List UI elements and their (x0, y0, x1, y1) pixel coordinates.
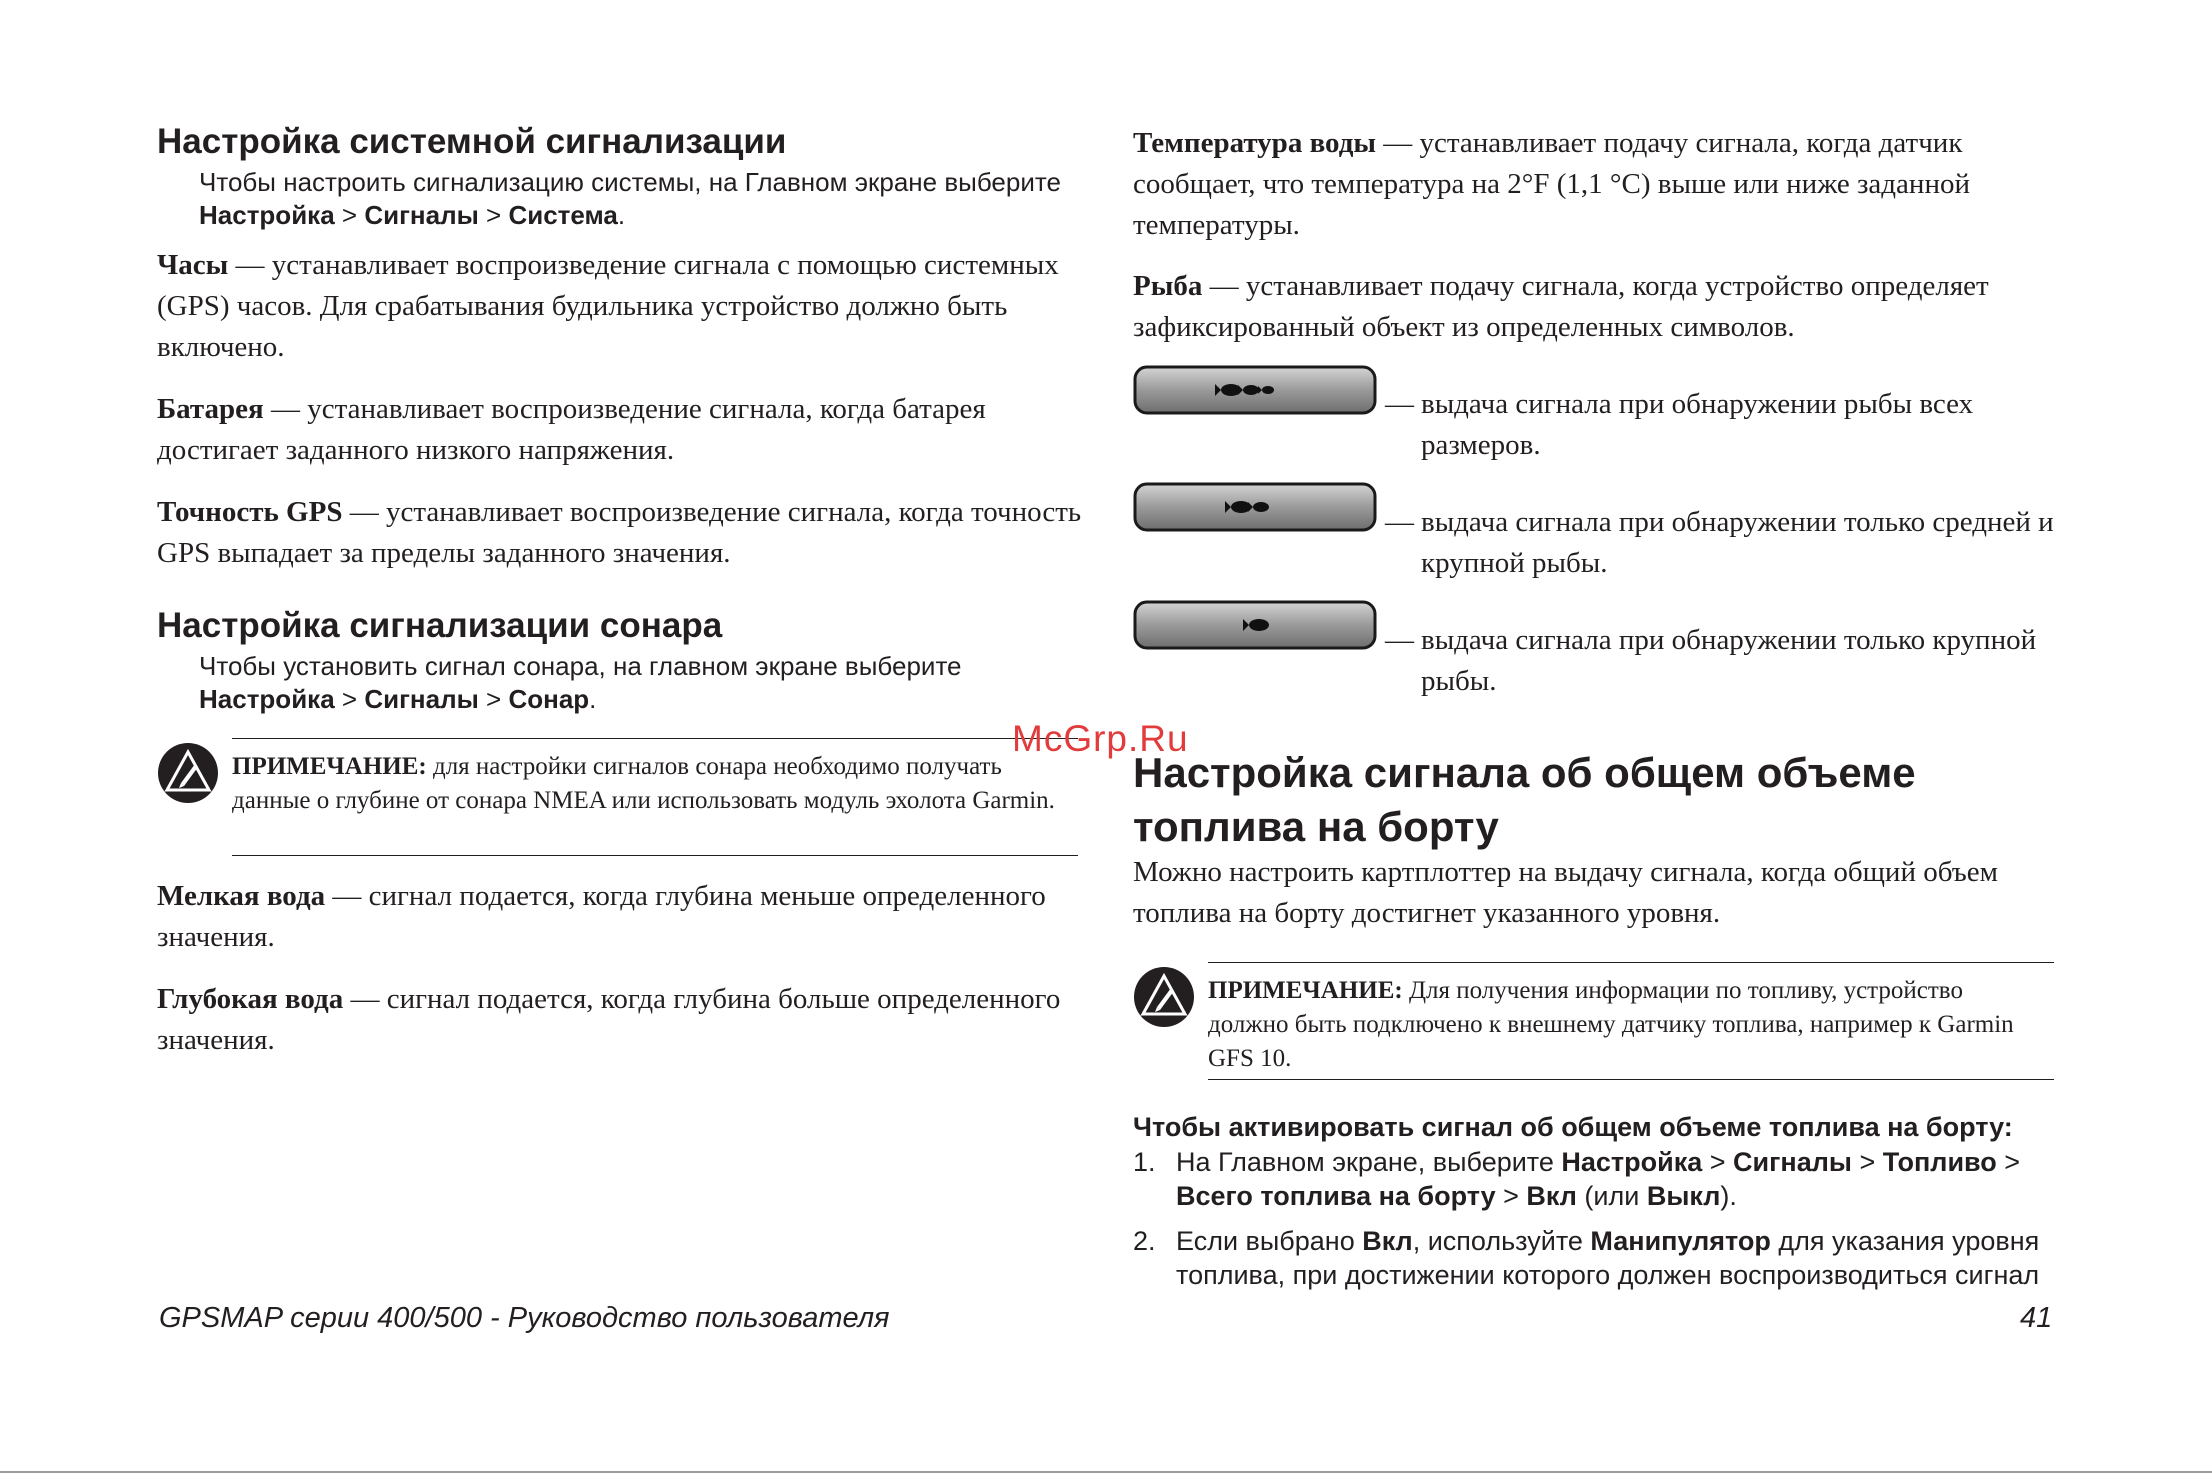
water-temp-text: — устанавливает подачу сигнала, когда датчик сообщает, что температура на 2°F (1,1 °C) выше или ниже заданной температуры. (1133, 127, 1970, 241)
step-text: для указания уровня топлива, при достижении которого должен воспроизводиться сигнал (1176, 1226, 2040, 1290)
clock-text: — устанавливает воспроизведение сигнала с помощью системных (GPS) часов. Для срабатывания будильника устройство должно быть включено. (157, 249, 1059, 363)
shallow-water-description (157, 876, 1077, 958)
path-end: . (617, 200, 626, 230)
menu-path-item: Система (508, 200, 618, 230)
fish-all-sizes-button[interactable] (1133, 365, 1377, 415)
fish-option-description: выдача сигнала при обнаружении только средней и крупной рыбы. (1421, 506, 2054, 579)
fish-option-2-text (1385, 502, 2061, 584)
path-separator: > (486, 200, 502, 230)
menu-path-item: Всего топлива на борту (1176, 1181, 1496, 1211)
step-number: 2. (1133, 1226, 1156, 1256)
procedure-step-1 (1133, 1145, 2056, 1213)
shallow-water-text: — сигнал подается, когда глубина меньше определенного значения. (157, 880, 1046, 953)
term-fish: Рыба (1133, 270, 1203, 302)
step-number: 1. (1133, 1147, 1156, 1177)
menu-path-item: Выкл (1646, 1181, 1721, 1211)
note-body: для настройки сигналов сонара необходимо получать данные о глубине от сонара NMEA или использовать модуль эхолота Garmin. (232, 753, 1055, 814)
note-text-fuel (1208, 974, 2048, 1076)
path-end: . (589, 684, 597, 714)
water-temp-description (1133, 123, 2063, 246)
clock-description (157, 245, 1077, 368)
procedure-step-2 (1133, 1224, 2056, 1292)
step-text: > (1495, 1181, 1527, 1211)
bottom-divider (0, 1471, 2212, 1473)
path-separator: > (486, 684, 502, 714)
battery-text: — устанавливает воспроизведение сигнала, когда батарея достигает заданного низкого напряжения. (157, 393, 986, 466)
term-gps-accuracy: Точность GPS (157, 496, 343, 528)
path-separator: > (341, 684, 358, 714)
footer-manual-title: GPSMAP серии 400/500 - Руководство пользователя (159, 1302, 890, 1334)
intro-text: Чтобы настроить сигнализацию системы, на Главном экране выберите (199, 167, 1061, 197)
note-icon (1133, 966, 1195, 1028)
section-title-system-alarms: Настройка системной сигнализации (157, 122, 787, 161)
term-shallow-water: Мелкая вода (157, 880, 326, 912)
menu-path-item: Настройка (199, 200, 335, 230)
procedure-title: Чтобы активировать сигнал об общем объеме топлива на борту: (1133, 1112, 2013, 1142)
fuel-alarm-intro: Можно настроить картплоттер на выдачу сигнала, когда общий объем топлива на борту достигнет указанного уровня. (1133, 856, 1998, 929)
note-body: Для получения информации по топливу, устройство должно быть подключено к внешнему датчику топлива, например к Garmin GFS 10. (1208, 977, 2014, 1072)
fish-option-dash: — (1385, 388, 1414, 420)
menu-path-item: Настройка (1561, 1147, 1703, 1177)
fish-option-description: выдача сигнала при обнаружении только крупной рыбы. (1421, 624, 2037, 697)
footer-page-number: 41 (2020, 1302, 2053, 1334)
section-intro-system-alarms (199, 166, 1099, 232)
intro-text: Чтобы установить сигнал сонара, на главном экране выберите (199, 651, 962, 681)
deep-water-text: — сигнал подается, когда глубина больше определенного значения. (157, 983, 1061, 1056)
fish-medium-large-button[interactable] (1133, 482, 1377, 532)
path-separator: > (341, 200, 358, 230)
step-text: > (1702, 1147, 1734, 1177)
gps-accuracy-text: — устанавливает воспроизведение сигнала, когда точность GPS выпадает за пределы заданного значения. (157, 496, 1082, 569)
gps-accuracy-description (157, 492, 1097, 574)
term-battery: Батарея (157, 393, 264, 425)
menu-path-item: Манипулятор (1590, 1226, 1771, 1256)
fish-text: — устанавливает подачу сигнала, когда устройство определяет зафиксированный объект из определенных символов. (1133, 270, 1989, 343)
fish-option-description: выдача сигнала при обнаружении рыбы всех размеров. (1421, 388, 1974, 461)
note-icon (157, 742, 219, 804)
fish-option-dash: — (1385, 506, 1414, 538)
battery-description (157, 389, 1077, 471)
menu-path-item: Вкл (1526, 1181, 1577, 1211)
step-text: На Главном экране, выберите (1176, 1147, 1562, 1177)
step-text: , используйте (1412, 1226, 1591, 1256)
fish-large-button[interactable] (1133, 600, 1377, 650)
menu-path-item: Сигналы (364, 200, 479, 230)
section-title-sonar-alarms: Настройка сигнализации сонара (157, 606, 723, 645)
step-text: ). (1720, 1181, 1737, 1211)
watermark: McGrp.Ru (1012, 718, 1189, 759)
step-text: > (1851, 1147, 1883, 1177)
section-intro-sonar-alarms (199, 650, 1099, 716)
term-water-temp: Температура воды (1133, 127, 1377, 159)
fish-description (1133, 266, 2063, 348)
fish-option-dash: — (1385, 624, 1414, 656)
menu-path-item: Сигналы (1733, 1147, 1852, 1177)
menu-path-item: Сигналы (364, 684, 479, 714)
menu-path-item: Настройка (199, 684, 335, 714)
term-clock: Часы (157, 249, 229, 281)
step-text: > (1996, 1147, 2021, 1177)
fish-option-3-text (1385, 620, 2061, 702)
term-deep-water: Глубокая вода (157, 983, 344, 1015)
section-title-fuel-alarm: Настройка сигнала об общем объеме топлива на борту (1133, 749, 1916, 850)
menu-path-item: Топливо (1882, 1147, 1997, 1177)
menu-path-item: Вкл (1362, 1226, 1413, 1256)
note-text-sonar (232, 750, 1062, 818)
step-text: Если выбрано (1176, 1226, 1363, 1256)
note-label: ПРИМЕЧАНИЕ: (232, 753, 427, 780)
fish-option-1-text (1385, 384, 2061, 466)
menu-path-item: Сонар (508, 684, 590, 714)
note-label: ПРИМЕЧАНИЕ: (1208, 977, 1403, 1004)
step-text: (или (1576, 1181, 1647, 1211)
deep-water-description (157, 979, 1077, 1061)
